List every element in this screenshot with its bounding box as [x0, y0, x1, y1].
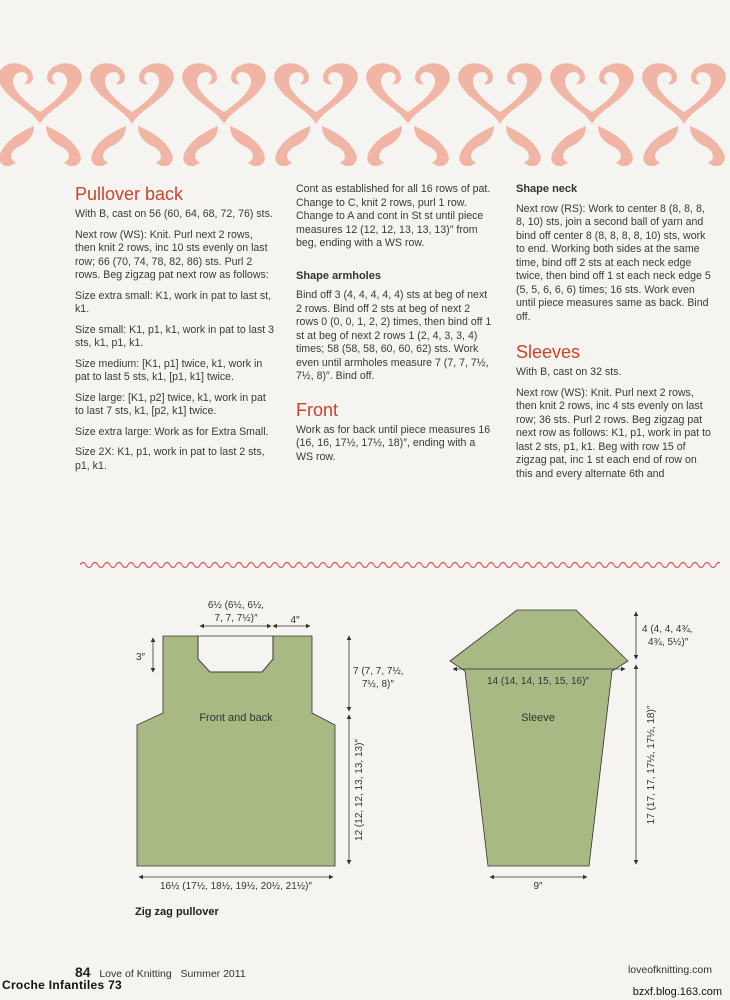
armhole-label-2: 7½, 8)″ [362, 679, 394, 690]
paragraph: Next row (WS): Knit. Purl next 2 rows, then knit 2 rows, inc 4 sts evenly on last row; 36 sts. Purl 2 rows. Beg zigzag pat next row as follows: K1, p1, work in pat to last 2 sts, p1, k1. Beg with row 15 of zigzag pat, inc 1 st each end of row on this and every alternate 6th and [516, 386, 711, 480]
paragraph: With B, cast on 32 sts. [516, 366, 622, 378]
neck-width-label: 4″ [290, 615, 300, 626]
shoulder-width-label-2: 7, 7, 7½)″ [214, 613, 258, 624]
paragraph: Cont as established for all 16 rows of pat. Change to C, knit 2 rows, purl 1 row. Change to A and cont in St st until piece measures 12 (12, 12, 13, 13, 13)″ from beg, ending with a WS row. [296, 183, 491, 249]
armhole-label-1: 7 (7, 7, 7½, [353, 666, 404, 677]
sleeve-cap-label-1: 4 (4, 4, 4¾, [642, 624, 693, 635]
front-and-back-shape [137, 636, 335, 866]
paragraph: Bind off 3 (4, 4, 4, 4, 4) sts at beg of next 2 rows. Bind off 2 sts at beg of next 2 rows 0 (0, 0, 1, 2, 2) times, then bind off 1 st at beg of next 2 rows 1 (2, 4, 3, 3, 4) times; 58 (58, 58, 60, 60, 62) sts. Work even until armholes measure 7 (7, 7, 7½, 7½, 8)″. Bind off. [296, 289, 492, 382]
neck-depth-label: 3″ [136, 652, 146, 663]
wavy-divider [80, 558, 720, 572]
credit-watermark-right: bzxf.blog.163.com [632, 986, 722, 998]
front-and-back-label: Front and back [199, 712, 273, 724]
paragraph: With B, cast on 56 (60, 64, 68, 72, 76) sts. [75, 208, 273, 220]
paragraph: Next row (RS): Work to center 8 (8, 8, 8, 8, 10) sts, join a second ball of yarn and bind off center 8 (8, 8, 8, 8, 10) sts, work to end. Working both sides at the same time, bind off 2 sts at each neck edge twice, then bind off 1 st each neck edge 5 (5, 5, 6, 6, 6) times; 16 sts. Work even until piece measures same as back. Bind off. [516, 202, 711, 323]
paragraph: Work as for back until piece measures 16 (16, 16, 17½, 17½, 18)″, ending with a WS row. [296, 423, 491, 463]
paragraph: Size small: K1, p1, k1, work in pat to last 3 sts, k1, p1, k1. [75, 323, 275, 349]
decorative-heart-border [0, 60, 730, 170]
paragraph: Size 2X: K1, p1, work in pat to last 2 sts, p1, k1. [75, 446, 265, 472]
sleeve-shape [450, 610, 628, 866]
sleeve-length-label: 17 (17, 17, 17½, 17½, 18)″ [646, 705, 657, 825]
paragraph: Size extra large: Work as for Extra Small. [75, 425, 269, 438]
credit-watermark-left: Croche Infantiles 73 [2, 978, 123, 992]
front-heading: Front [296, 399, 339, 420]
body-length-label: 12 (12, 12, 13, 13, 13)″ [354, 739, 365, 841]
paragraph: Size extra small: K1, work in pat to last st, k1. [75, 289, 272, 315]
right-column [516, 183, 712, 488]
page-number: 84 [75, 964, 91, 980]
paragraph: Size medium: [K1, p1] twice, k1, work in pat to last 5 sts, k1, [p1, k1] twice. [75, 357, 263, 383]
body-width-label: 16½ (17½, 18½, 19½, 20½, 21½)″ [160, 881, 312, 892]
middle-column [296, 183, 492, 471]
cuff-width-label: 9″ [533, 881, 543, 892]
sleeve-label: Sleeve [521, 712, 555, 724]
schematic-caption: Zig zag pullover [135, 906, 219, 918]
schematic-diagram [0, 575, 730, 915]
neckline [198, 636, 273, 672]
sleeve-width-label: 14 (14, 14, 15, 15, 16)″ [487, 676, 589, 687]
issue-label: Summer 2011 [180, 968, 246, 980]
magazine-name: Love of Knitting [99, 968, 172, 980]
paragraph: Next row (WS): Knit. Purl next 2 rows, then knit 2 rows, inc 10 sts evenly on last row; 66 (70, 74, 78, 82, 86) sts. Purl 2 rows. Beg zigzag pat next row as follows: [75, 228, 269, 281]
shape-neck-heading: Shape neck [516, 183, 578, 195]
sleeve-cap-label-2: 4¾, 5½)″ [648, 637, 689, 648]
paragraph: Size large: [K1, p2] twice, k1, work in pat to last 7 sts, k1, [p2, k1] twice. [75, 391, 266, 417]
website-link[interactable]: loveofknitting.com [627, 964, 712, 976]
shape-armholes-heading: Shape armholes [296, 269, 381, 282]
left-column [75, 183, 275, 480]
sleeves-heading: Sleeves [516, 342, 581, 362]
shoulder-width-label-1: 6½ (6½, 6½, [207, 600, 265, 611]
pullover-back-heading: Pullover back [75, 184, 184, 204]
